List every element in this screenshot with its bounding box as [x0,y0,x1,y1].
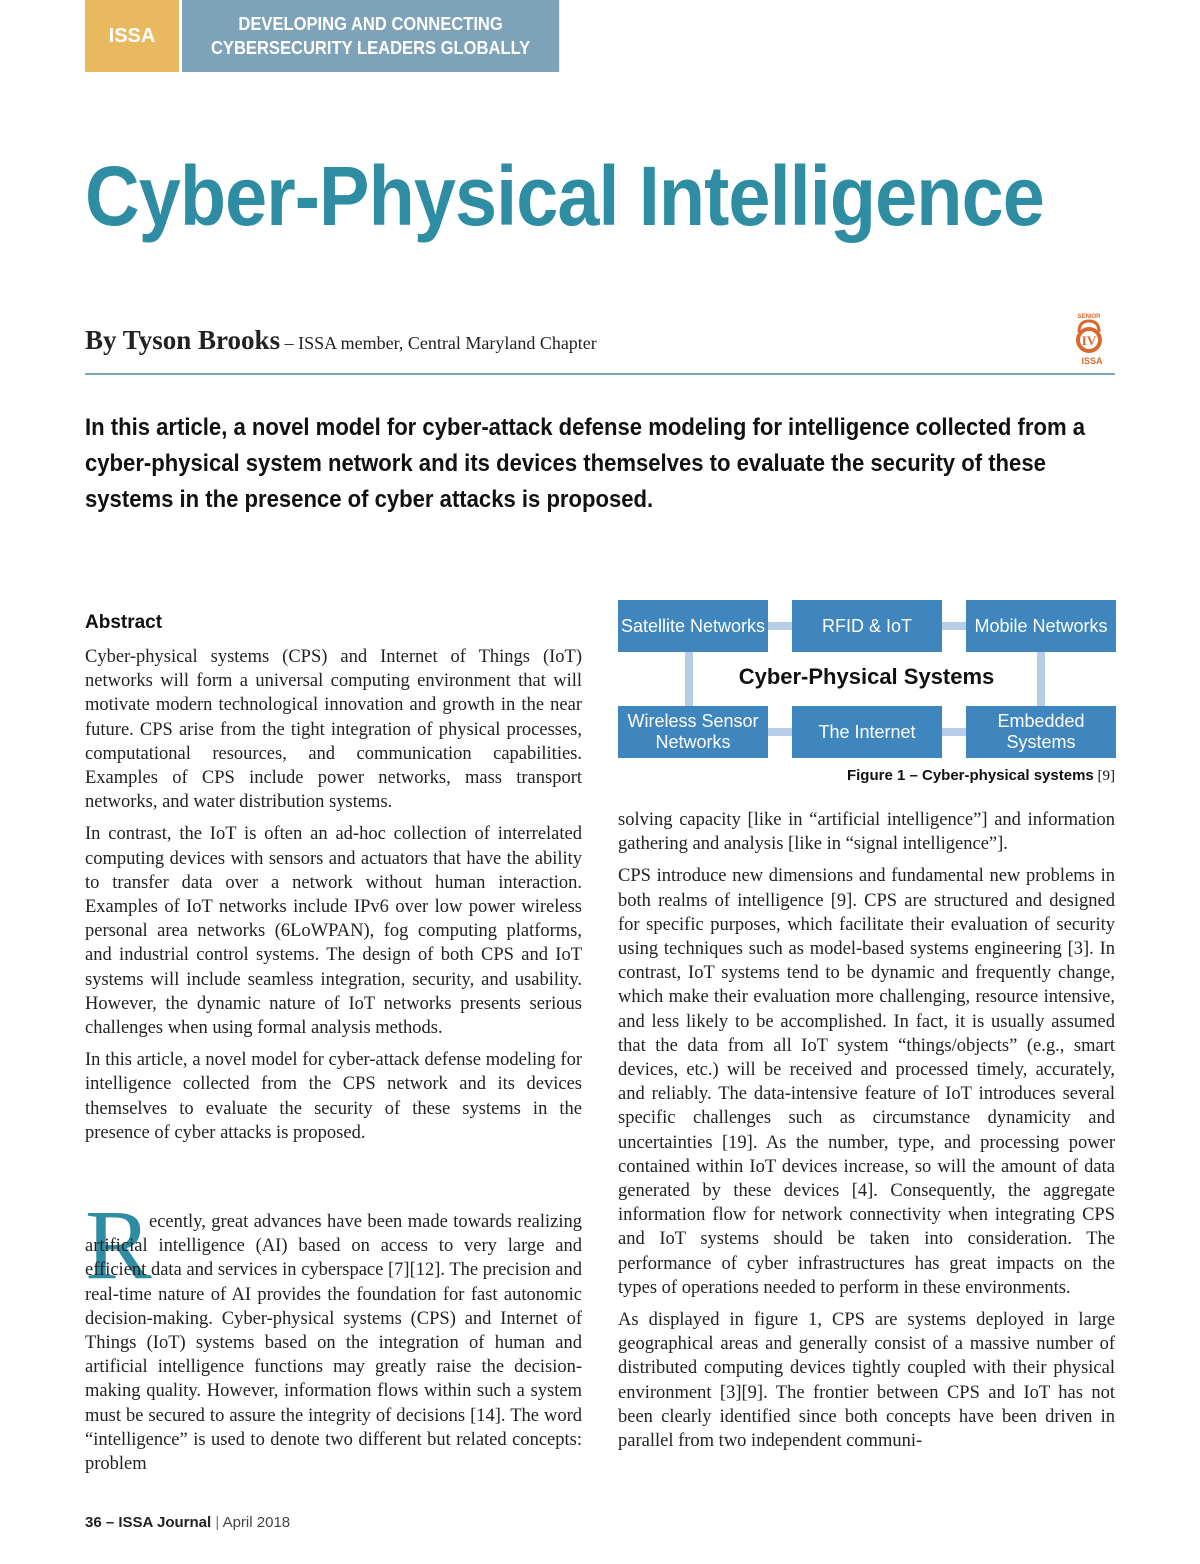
abstract-paragraph: In contrast, the IoT is often an ad-hoc collection of interrelated computing devices with sensors and actuators that have the ability to transfer data over a network without human interaction. Examples of IoT networks include IPv6 over low power wireless personal area networks (6LoWPAN), fog computing platforms, and industrial control systems. The design of both CPS and IoT systems will include seamless integration, security, and usability. However, the dynamic nature of IoT networks presents serious challenges when using formal analysis methods. [85,824,582,1039]
author-affiliation: – ISSA member, Central Maryland Chapter [280,333,597,353]
abstract-paragraph: In this article, a novel model for cyber-attack defense modeling for intelligence collected from the CPS network and its devices themselves to evaluate the security of these systems in the presence of cyber attacks is proposed. [85,1050,582,1143]
connector-top-right [942,622,966,630]
wireless-sensor-networks-box: Wireless Sensor Networks [618,706,768,758]
figure-caption [618,767,1115,785]
rfid-iot-box: RFID & IoT [792,600,942,652]
abstract-paragraph: Cyber-physical systems (CPS) and Internet of Things (IoT) networks will form a universal computing environment that will motivate modern technological innovation and growth in the near future. CPS arise from the tight integration of physical processes, computational resources, and communication capabilities. Examples of CPS include power networks, mass transport networks, and water distribution systems. [85,647,582,813]
byline [85,325,597,356]
body-paragraph: solving capacity [like in “artificial intelligence”] and information gathering and analysis [like in “signal intelligence”]. [618,810,1115,855]
abstract-heading: Abstract [85,612,163,633]
right-column-body [618,808,1115,1453]
article-title: Cyber-Physical Intelligence [85,149,1044,243]
mobile-networks-box: Mobile Networks [966,600,1116,652]
tagline-line-2: CYBERSECURITY LEADERS GLOBALLY [210,38,531,58]
senior-member-badge-icon [1068,310,1110,366]
connector-bottom-right [942,728,966,736]
connector-top-left [768,622,792,630]
lead-paragraph: In this article, a novel model for cyber-attack defense modeling for intelligence collected from a cyber-physical system network and its devices themselves to evaluate the security of these systems in the presence of cyber attacks is proposed. [85,414,1085,513]
page-footer [85,1514,290,1531]
intro-body [85,1210,582,1476]
intro-paragraph: ecently, great advances have been made towards realizing artificial intelligence (AI) based on access to very large and efficient data and services in cyberspace [7][12]. The precision and real-time nature of AI provides the foundation for fast autonomic decision-making. Cyber-physical systems (CPS) and Internet of Things (IoT) systems based on the integration of human and artificial intelligence functions may greatly raise the decision-making quality. However, information flows within such a system must be secured to assure the integrity of decisions [14]. The word “intelligence” is used to denote two different but related concepts: problem [85,1212,582,1475]
badge-top-text: SENIOR [1077,314,1101,320]
figure-1-diagram [618,600,1115,760]
issa-tab-label: ISSA [108,24,156,47]
figure-caption-title: Figure 1 – Cyber-physical systems [846,767,1094,784]
embedded-systems-box: Embedded Systems [966,706,1116,758]
badge-numeral: IV [1081,333,1097,348]
abstract-body [85,645,582,1145]
byline-divider [85,373,1115,375]
drop-cap: R [85,1189,152,1300]
figure-caption-ref: [9] [1093,768,1115,784]
author-name: By Tyson Brooks [85,325,281,355]
tagline-line-1: DEVELOPING AND CONNECTING [238,14,503,34]
issa-tab [85,0,179,72]
footer-page-journal: 36 – ISSA Journal [85,1514,212,1531]
connector-bottom-left [768,728,792,736]
body-paragraph: CPS introduce new dimensions and fundamental new problems in both realms of intelligence [9]. CPS are structured and designed for specific purposes, which facilitate their evaluation of security using techniques such as model-based systems engineering [3]. In contrast, IoT systems tend to be dynamic and frequently change, which make their evaluation more challenging, resource intensive, and less likely to be accomplished. In fact, it is usually assumed that the data from all IoT system “things/objects” (e.g., smart devices, etc.) will be received and processed timely, accurately, and reliably. The data-intensive feature of IoT introduces several specific challenges such as circumstance dynamicity and uncertainties [19]. As the number, type, and processing power contained within IoT devices increase, so will the amount of data generated by these devices [4]. Consequently, the aggregate information flow for network connectivity when integrating CPS and IoT systems should be taken into consideration. The performance of cyber infrastructures has great impacts on the types of operations needed to perform in these environments. [618,866,1115,1298]
tagline-banner [182,0,559,72]
footer-separator: | [211,1514,223,1531]
cps-center-label: Cyber-Physical Systems [738,664,995,689]
body-paragraph: As displayed in figure 1, CPS are systems deployed in large geographical areas and generally consist of a massive number of distributed computing devices tightly coupled with their physical environment [3][9]. The frontier between CPS and IoT has not been clearly identified since both concepts have been driven in parallel from two independent communi- [618,1310,1115,1452]
the-internet-box: The Internet [792,706,942,758]
satellite-networks-box: Satellite Networks [618,600,768,652]
badge-bottom-text: ISSA [1081,356,1103,366]
footer-date: April 2018 [222,1514,291,1531]
